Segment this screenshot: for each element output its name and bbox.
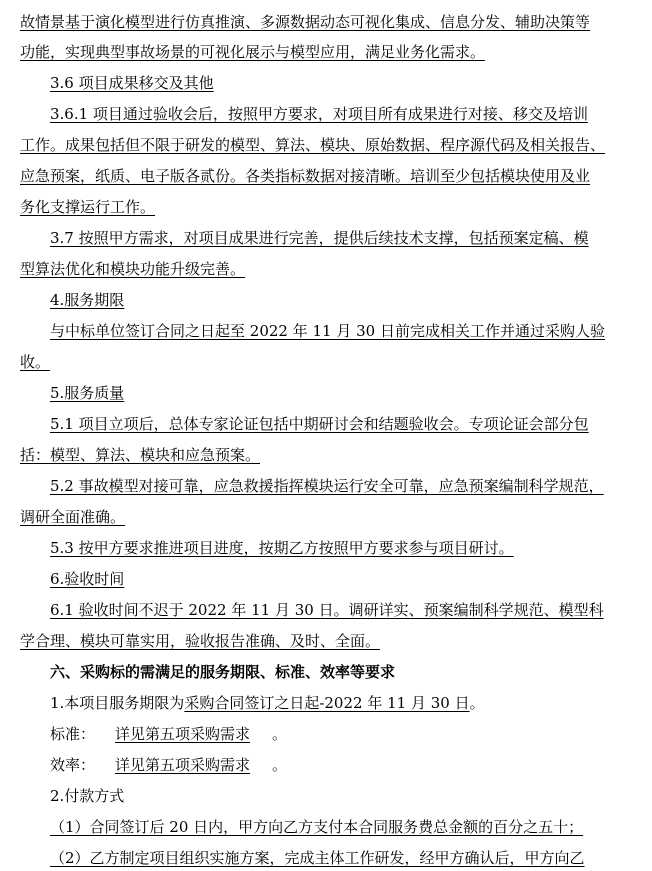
body-text-line: 收。 [20,353,51,371]
standard-value: 详见第五项采购需求 [115,725,251,743]
chapter-heading: 六、采购标的需满足的服务期限、标准、效率等要求 [50,663,396,681]
body-text-line: 工作。成果包括但不限于研发的模型、算法、模块、原始数据、程序源代码及相关报告、 [20,136,606,154]
section-heading: 6.验收时间 [50,570,125,588]
efficiency-line [50,755,287,775]
body-text-line: 调研全面准确。 [20,508,126,526]
efficiency-value: 详见第五项采购需求 [115,756,251,774]
service-period-value: 采购合同签订之日起-2022 年 11 月 30 日 [184,694,470,712]
body-text-line: 务化支撑运行工作。 [20,198,156,216]
standard-label: 标准： [50,725,96,743]
section-heading: 2.付款方式 [50,787,125,805]
payment-term-1: （1）合同签订后 20 日内，甲方向乙方支付本合同服务费总金额的百分之五十； [50,818,584,836]
body-text-line: 5.2 事故模型对接可靠，应急救援指挥模块运行安全可靠，应急预案编制科学规范， [50,477,604,495]
body-text-line: 6.1 验收时间不迟于 2022 年 11 月 30 日。调研详实、预案编制科学规范、模型科 [50,601,604,619]
section-heading: 5.服务质量 [50,384,125,402]
body-text-line: 故情景基于演化模型进行仿真推演、多源数据动态可视化集成、信息分发、辅助决策等 [20,13,591,31]
service-period-label: 1.本项目服务期限为 [50,694,185,712]
body-text-line: 3.6.1 项目通过验收会后，按照甲方要求，对项目所有成果进行对接、移交及培训 [50,105,588,123]
body-text-line: 学合理、模块可靠实用，验收报告准确、及时、全面。 [20,632,381,650]
body-text-line: 与中标单位签订合同之日起至 2022 年 11 月 30 日前完成相关工作并通过采购人验 [50,322,605,340]
body-text-line: 型算法优化和模块功能升级完善。 [20,260,246,278]
standard-line [50,724,287,744]
body-text-line: 5.3 按甲方要求推进项目进度，按期乙方按照甲方要求参与项目研讨。 [50,539,514,557]
efficiency-end: 。 [272,756,288,774]
section-heading: 3.6 项目成果移交及其他 [50,74,214,92]
payment-term-2: （2）乙方制定项目组织实施方案，完成主体工作研发，经甲方确认后，甲方向乙 [50,849,585,867]
body-text-line: 功能，实现典型事故场景的可视化展示与模型应用，满足业务化需求。 [20,43,486,61]
service-period-line [50,693,485,713]
body-text-line: 3.7 按照甲方需求，对项目成果进行完善，提供后续技术支撑，包括预案定稿、模 [50,229,589,247]
body-text-line: 5.1 项目立项后，总体专家论证包括中期研讨会和结题验收会。专项论证会部分包 [50,415,589,433]
efficiency-label: 效率： [50,756,96,774]
body-text-line: 应急预案，纸质、电子版各贰份。各类指标数据对接清晰。培训至少包括模块使用及业 [20,167,591,185]
standard-end: 。 [272,725,288,743]
body-text-line: 括：模型、算法、模块和应急预案。 [20,446,261,464]
period-end: 。 [469,694,485,712]
section-heading: 4.服务期限 [50,291,125,309]
